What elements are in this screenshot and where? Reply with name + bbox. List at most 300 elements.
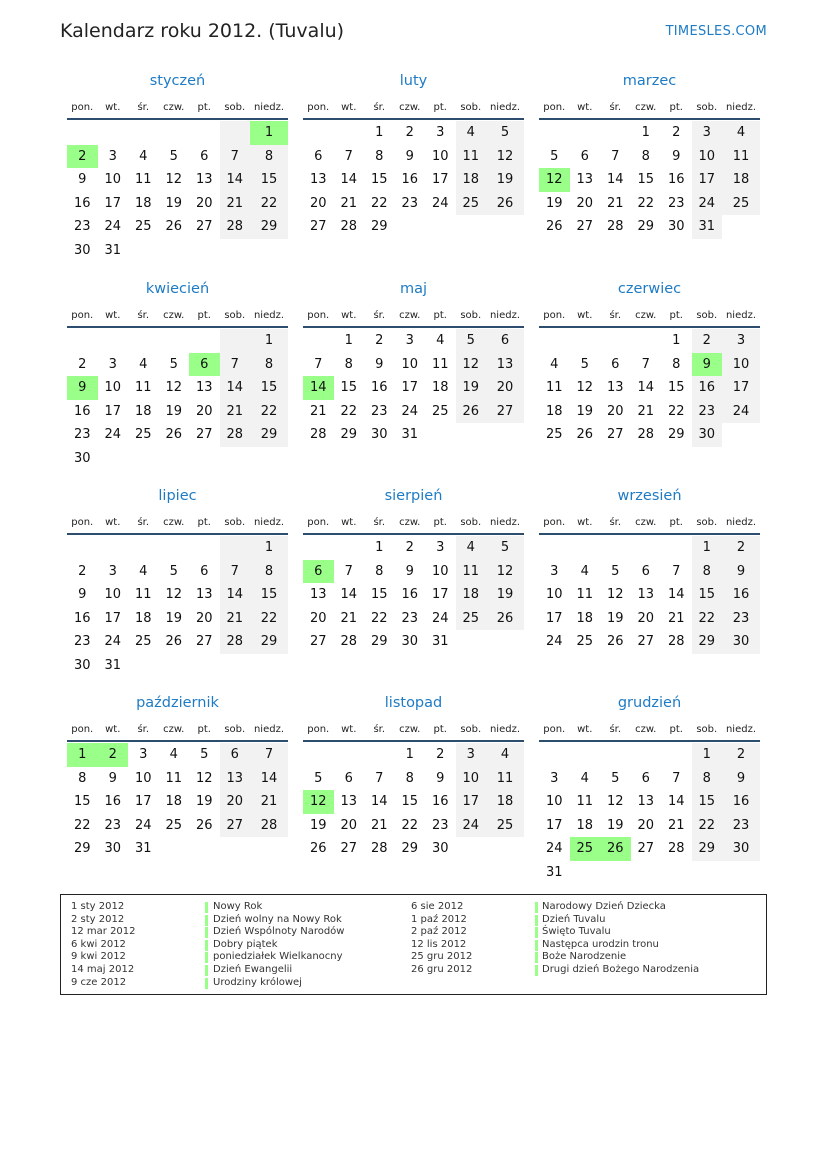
day-cell: 28 (667, 841, 685, 857)
day-cell: 18 (134, 403, 152, 419)
empty-cell (600, 536, 631, 560)
day-cell: 18 (576, 817, 594, 833)
day-cell: 7 (375, 770, 384, 786)
legend-date: 25 gru 2012 (411, 951, 473, 963)
legend-holiday-marker (205, 965, 208, 976)
day-cell: 27 (195, 219, 213, 235)
day-cell: 9 (405, 563, 414, 579)
day-cell: 2 (375, 333, 384, 349)
day-cell: 25 (134, 427, 152, 443)
day-cell: 7 (672, 563, 681, 579)
day-cell: 12 (165, 172, 183, 188)
day-cell: 5 (486, 121, 524, 145)
weekday-label: wt. (577, 723, 593, 735)
day-cell: 19 (545, 195, 563, 211)
day-cell: 11 (431, 356, 449, 372)
day-cell: 24 (456, 814, 487, 838)
month-name: marzec (622, 73, 677, 89)
day-cell: 23 (667, 195, 685, 211)
day-cell: 22 (401, 817, 419, 833)
day-cell: 16 (73, 610, 91, 626)
day-cell: 31 (104, 657, 122, 673)
day-cell: 1 (344, 333, 353, 349)
month-block (303, 486, 524, 654)
day-cell: 14 (250, 767, 288, 791)
day-cell: 11 (576, 794, 594, 810)
day-cell: 8 (641, 148, 650, 164)
empty-cell (189, 239, 220, 263)
day-cell: 11 (456, 145, 487, 169)
day-cell: 23 (692, 400, 723, 424)
day-cell: 29 (401, 841, 419, 857)
weekday-label: wt. (341, 309, 357, 321)
day-cell: 6 (580, 148, 589, 164)
day-cell: 26 (486, 192, 524, 216)
day-cell: 18 (165, 794, 183, 810)
day-cell: 17 (401, 380, 419, 396)
day-cell: 23 (431, 817, 449, 833)
weekday-header (539, 511, 760, 535)
empty-cell (159, 837, 190, 861)
day-cell: 3 (405, 333, 414, 349)
empty-cell (98, 329, 129, 353)
weekday-label: pon. (543, 309, 566, 321)
month-block (539, 71, 760, 239)
day-cell: 6 (641, 563, 650, 579)
day-cell: 28 (340, 219, 358, 235)
day-cell: 23 (104, 817, 122, 833)
legend-holiday-marker (205, 902, 208, 913)
day-cell: 17 (456, 790, 487, 814)
empty-cell (250, 654, 288, 678)
day-cell: 29 (637, 219, 655, 235)
day-cell: 19 (456, 376, 487, 400)
day-cell: 7 (220, 353, 251, 377)
day-cell: 27 (309, 219, 327, 235)
empty-cell (250, 239, 288, 263)
day-cell: 10 (104, 587, 122, 603)
day-cell: 25 (545, 427, 563, 443)
weekday-label: wt. (105, 723, 121, 735)
weekday-label: pon. (71, 309, 94, 321)
brand-link[interactable]: TIMESLES.COM (665, 24, 767, 39)
weekday-label: niedz. (253, 723, 285, 735)
legend-holiday-name: poniedziałek Wielkanocny (213, 951, 343, 963)
day-cell: 5 (314, 770, 323, 786)
day-cell: 17 (431, 587, 449, 603)
empty-cell (220, 654, 251, 678)
day-cell: 9 (722, 560, 760, 584)
empty-cell (600, 861, 631, 885)
day-cell: 27 (606, 427, 624, 443)
empty-cell (189, 447, 220, 471)
day-cell: 21 (606, 195, 624, 211)
legend-holiday-name: Urodziny królowej (213, 976, 302, 988)
weekday-label: sob. (696, 516, 718, 528)
legend-holiday-marker (535, 902, 538, 913)
day-cell: 16 (401, 172, 419, 188)
day-grid (67, 536, 288, 677)
day-cell: 20 (637, 610, 655, 626)
month-name: październik (136, 695, 219, 711)
day-cell: 23 (73, 427, 91, 443)
day-cell: 11 (486, 767, 524, 791)
day-cell: 25 (456, 192, 487, 216)
day-cell: 8 (672, 356, 681, 372)
legend-holiday-marker (205, 952, 208, 963)
weekday-label: śr. (609, 723, 622, 735)
day-cell: 10 (431, 563, 449, 579)
day-cell: 17 (134, 794, 152, 810)
weekday-label: niedz. (253, 309, 285, 321)
empty-cell (364, 743, 395, 767)
day-cell: 5 (550, 148, 559, 164)
weekday-label: śr. (609, 309, 622, 321)
day-cell: 29 (370, 219, 388, 235)
day-cell: 22 (692, 814, 723, 838)
day-cell: 22 (250, 192, 288, 216)
weekday-label: pt. (669, 101, 683, 113)
empty-cell (128, 239, 159, 263)
day-cell: 12 (456, 353, 487, 377)
day-grid (303, 743, 524, 861)
day-cell: 23 (370, 403, 388, 419)
weekday-label: pt. (433, 723, 447, 735)
legend-holiday-name: Nowy Rok (213, 901, 263, 912)
day-cell: 10 (545, 794, 563, 810)
day-cell: 4 (580, 770, 589, 786)
day-cell: 4 (456, 536, 487, 560)
month-block (67, 486, 288, 677)
day-cell: 28 (220, 630, 251, 654)
weekday-label: sob. (696, 723, 718, 735)
weekday-label: czw. (399, 516, 421, 528)
empty-cell (661, 536, 692, 560)
day-cell: 12 (606, 587, 624, 603)
day-cell: 12 (606, 794, 624, 810)
day-cell: 17 (104, 403, 122, 419)
day-cell: 18 (576, 610, 594, 626)
day-grid (539, 329, 760, 447)
month-block (539, 279, 760, 447)
day-cell: 20 (340, 817, 358, 833)
day-cell: 24 (545, 841, 563, 857)
day-cell: 1 (375, 540, 384, 556)
weekday-header (303, 304, 524, 328)
day-cell: 27 (195, 427, 213, 443)
empty-cell (539, 329, 570, 353)
weekday-label: wt. (105, 516, 121, 528)
day-cell: 21 (309, 403, 327, 419)
day-cell: 27 (340, 841, 358, 857)
day-cell: 17 (545, 610, 563, 626)
weekday-label: sob. (696, 101, 718, 113)
day-cell: 23 (401, 610, 419, 626)
day-cell: 18 (134, 610, 152, 626)
empty-cell (570, 861, 601, 885)
empty-cell (220, 121, 251, 145)
empty-cell (570, 536, 601, 560)
day-cell: 15 (250, 583, 288, 607)
day-cell: 6 (611, 356, 620, 372)
weekday-header (67, 304, 288, 328)
day-cell: 30 (431, 841, 449, 857)
weekday-header (67, 96, 288, 120)
day-grid (67, 329, 288, 470)
month-name: styczeń (149, 73, 206, 89)
weekday-label: pon. (307, 309, 330, 321)
day-cell: 21 (220, 607, 251, 631)
day-cell: 6 (303, 560, 334, 584)
day-cell: 9 (78, 172, 87, 188)
empty-cell (631, 536, 662, 560)
day-cell: 20 (576, 195, 594, 211)
empty-cell (456, 837, 487, 861)
legend-date: 2 sty 2012 (71, 913, 125, 925)
empty-cell (334, 743, 365, 767)
day-cell: 19 (486, 168, 524, 192)
day-cell: 22 (667, 403, 685, 419)
weekday-label: niedz. (489, 101, 521, 113)
day-cell: 28 (309, 427, 327, 443)
day-cell: 3 (550, 770, 559, 786)
empty-cell (722, 861, 760, 885)
day-cell: 28 (370, 841, 388, 857)
day-cell: 24 (134, 817, 152, 833)
day-cell: 1 (405, 747, 414, 763)
page-title: Kalendarz roku 2012. (Tuvalu) (60, 20, 345, 42)
day-cell: 31 (401, 427, 419, 443)
day-cell: 17 (545, 817, 563, 833)
day-cell: 29 (667, 427, 685, 443)
empty-cell (128, 536, 159, 560)
day-cell: 15 (370, 587, 388, 603)
day-cell: 15 (692, 790, 723, 814)
legend-holiday-name: Dobry piątek (213, 938, 278, 950)
legend-date: 9 kwi 2012 (71, 951, 126, 963)
day-cell: 22 (250, 607, 288, 631)
day-cell: 15 (250, 376, 288, 400)
weekday-label: pt. (197, 516, 211, 528)
legend-holiday-marker (535, 915, 538, 926)
empty-cell (220, 837, 251, 861)
empty-cell (661, 861, 692, 885)
day-cell: 27 (220, 814, 251, 838)
day-cell: 3 (692, 121, 723, 145)
month-block (67, 71, 288, 262)
day-cell: 19 (486, 583, 524, 607)
month-name: luty (399, 73, 428, 89)
empty-cell (250, 837, 288, 861)
day-cell: 26 (600, 837, 631, 861)
weekday-label: niedz. (725, 516, 757, 528)
empty-cell (570, 121, 601, 145)
day-cell: 14 (303, 376, 334, 400)
empty-cell (220, 239, 251, 263)
day-cell: 12 (486, 560, 524, 584)
day-cell: 30 (722, 837, 760, 861)
day-cell: 24 (722, 400, 760, 424)
empty-cell (189, 837, 220, 861)
legend-date: 1 sty 2012 (71, 901, 125, 912)
day-cell: 6 (641, 770, 650, 786)
day-cell: 6 (200, 563, 209, 579)
weekday-header (303, 511, 524, 535)
weekday-label: sob. (224, 309, 246, 321)
empty-cell (67, 329, 98, 353)
day-cell: 15 (667, 380, 685, 396)
day-cell: 15 (692, 583, 723, 607)
legend-holiday-name: Narodowy Dzień Dziecka (542, 901, 666, 912)
day-cell: 21 (340, 195, 358, 211)
day-cell: 30 (722, 630, 760, 654)
weekday-label: pt. (197, 309, 211, 321)
month-block (539, 486, 760, 654)
day-cell: 17 (431, 172, 449, 188)
weekday-label: pon. (543, 723, 566, 735)
empty-cell (486, 837, 524, 861)
day-cell: 10 (545, 587, 563, 603)
weekday-label: czw. (163, 516, 185, 528)
day-cell: 10 (134, 770, 152, 786)
weekday-label: czw. (399, 723, 421, 735)
weekday-label: sob. (460, 101, 482, 113)
day-cell: 3 (436, 540, 445, 556)
day-cell: 2 (722, 536, 760, 560)
day-cell: 15 (637, 172, 655, 188)
day-cell: 12 (576, 380, 594, 396)
day-cell: 2 (722, 743, 760, 767)
weekday-label: pon. (307, 723, 330, 735)
day-cell: 2 (98, 743, 129, 767)
weekday-label: niedz. (725, 723, 757, 735)
day-cell: 16 (667, 172, 685, 188)
legend-date: 1 paź 2012 (411, 913, 467, 925)
day-cell: 18 (545, 403, 563, 419)
weekday-label: pon. (71, 516, 94, 528)
day-cell: 4 (436, 333, 445, 349)
day-cell: 14 (667, 794, 685, 810)
day-cell: 11 (456, 560, 487, 584)
day-cell: 20 (195, 403, 213, 419)
day-cell: 21 (667, 817, 685, 833)
weekday-label: niedz. (489, 516, 521, 528)
day-cell: 2 (405, 540, 414, 556)
day-cell: 23 (722, 814, 760, 838)
day-cell: 7 (344, 563, 353, 579)
month-block (303, 71, 524, 239)
weekday-label: niedz. (253, 101, 285, 113)
day-cell: 1 (641, 125, 650, 141)
month-block (67, 693, 288, 861)
empty-cell (631, 861, 662, 885)
day-cell: 27 (576, 219, 594, 235)
day-cell: 6 (486, 329, 524, 353)
empty-cell (98, 447, 129, 471)
empty-cell (539, 743, 570, 767)
empty-cell (220, 329, 251, 353)
day-cell: 24 (431, 195, 449, 211)
day-cell: 3 (108, 356, 117, 372)
day-cell: 4 (580, 563, 589, 579)
legend-date: 9 cze 2012 (71, 976, 127, 988)
weekday-label: wt. (105, 309, 121, 321)
empty-cell (67, 536, 98, 560)
weekday-label: śr. (373, 309, 386, 321)
day-cell: 21 (250, 790, 288, 814)
day-cell: 3 (456, 743, 487, 767)
day-cell: 7 (250, 743, 288, 767)
day-cell: 10 (722, 353, 760, 377)
day-cell: 13 (606, 380, 624, 396)
weekday-label: śr. (373, 723, 386, 735)
day-cell: 12 (539, 168, 570, 192)
day-cell: 17 (722, 376, 760, 400)
day-cell: 23 (73, 219, 91, 235)
day-cell: 24 (401, 403, 419, 419)
day-cell: 11 (165, 770, 183, 786)
day-cell: 26 (576, 427, 594, 443)
day-cell: 27 (309, 634, 327, 650)
day-cell: 3 (108, 563, 117, 579)
day-cell: 17 (104, 610, 122, 626)
weekday-label: śr. (373, 101, 386, 113)
month-block (303, 279, 524, 447)
empty-cell (570, 329, 601, 353)
day-cell: 29 (250, 423, 288, 447)
day-cell: 25 (165, 817, 183, 833)
day-cell: 28 (220, 215, 251, 239)
day-cell: 20 (309, 195, 327, 211)
day-cell: 9 (67, 376, 98, 400)
legend-date: 12 lis 2012 (411, 938, 467, 950)
weekday-label: śr. (373, 516, 386, 528)
day-cell: 15 (401, 794, 419, 810)
day-cell: 22 (692, 607, 723, 631)
weekday-label: wt. (341, 101, 357, 113)
day-cell: 14 (667, 587, 685, 603)
empty-cell (486, 630, 524, 654)
weekday-label: wt. (341, 723, 357, 735)
day-cell: 10 (104, 172, 122, 188)
day-cell: 10 (456, 767, 487, 791)
day-cell: 11 (722, 145, 760, 169)
day-cell: 14 (340, 172, 358, 188)
day-cell: 4 (456, 121, 487, 145)
day-grid (539, 743, 760, 884)
day-cell: 2 (672, 125, 681, 141)
legend-holiday-marker (535, 952, 538, 963)
day-cell: 19 (165, 195, 183, 211)
empty-cell (570, 743, 601, 767)
day-cell: 25 (431, 403, 449, 419)
day-cell: 1 (250, 536, 288, 560)
empty-cell (189, 654, 220, 678)
day-cell: 28 (606, 219, 624, 235)
weekday-label: pon. (307, 101, 330, 113)
day-cell: 13 (637, 587, 655, 603)
day-cell: 31 (134, 841, 152, 857)
day-cell: 3 (139, 747, 148, 763)
day-grid (67, 743, 288, 861)
day-cell: 18 (722, 168, 760, 192)
empty-cell (303, 536, 334, 560)
weekday-header (303, 96, 524, 120)
day-cell: 5 (169, 563, 178, 579)
day-cell: 14 (220, 168, 251, 192)
day-cell: 9 (692, 353, 723, 377)
day-cell: 12 (486, 145, 524, 169)
